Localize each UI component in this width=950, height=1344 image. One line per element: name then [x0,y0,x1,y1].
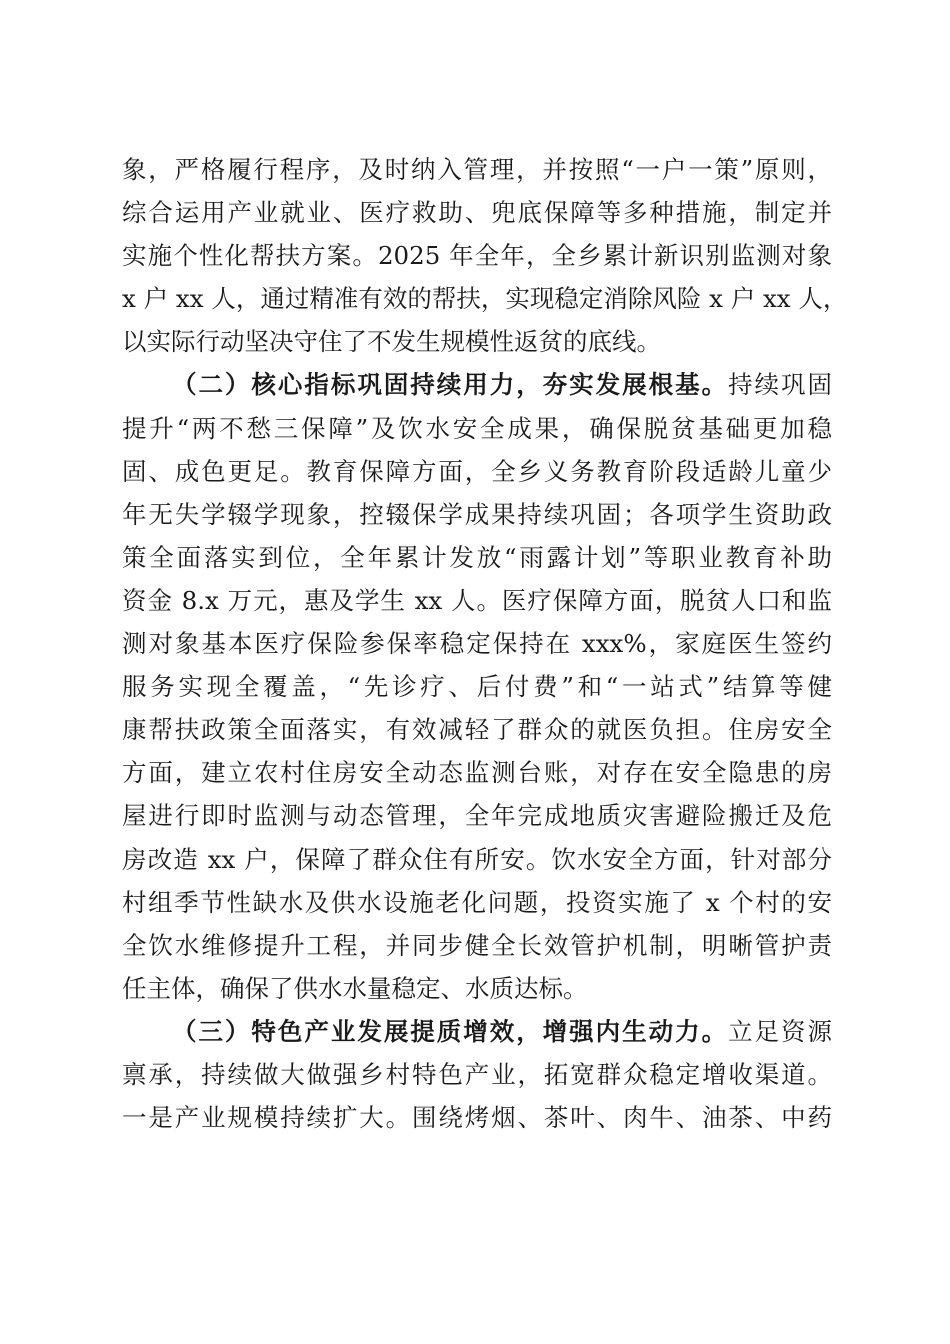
text-line: 房改造 xx 户，保障了群众住有所安。饮水安全方面，针对部分 [122,844,832,874]
text-line [122,1010,832,1053]
paragraph [122,363,832,1009]
text-line: 禀承，持续做大做强乡村特色产业，拓宽群众稳定增收渠道。 [122,1059,832,1089]
text-line: 年无失学辍学现象，控辍保学成果持续巩固；各项学生资助政 [122,499,832,529]
text-line: 任主体，确保了供水水量稳定、水质达标。 [122,973,588,1003]
section-heading: （三）特色产业发展提质增效，增强内生动力。 [172,1016,729,1046]
text-line: 提升“两不愁三保障”及饮水安全成果，确保脱贫基础更加稳 [122,413,832,443]
text-line: 资金 8.x 万元，惠及学生 xx 人。医疗保障方面，脱贫人口和监 [122,585,832,615]
text-line: 策全面落实到位，全年累计发放“雨露计划”等职业教育补助 [122,542,832,572]
text-run: 立足资源 [728,1016,832,1046]
text-line: 村组季节性缺水及供水设施老化问题，投资实施了 x 个村的安 [122,887,832,917]
text-line: 康帮扶政策全面落实，有效减轻了群众的就医负担。住房安全 [122,715,832,745]
text-line: 服务实现全覆盖，“先诊疗、后付费”和“一站式”结算等健 [122,672,832,702]
text-line: 全饮水维修提升工程，并同步健全长效管护机制，明晰管护责 [122,930,832,960]
body-text [122,148,848,1139]
text-line: 以实际行动坚决守住了不发生规模性返贫的底线。 [122,327,661,357]
text-line: 屋进行即时监测与动态管理，全年完成地质灾害避险搬迁及危 [122,801,832,831]
text-line [122,363,832,406]
paragraph [122,148,848,363]
text-line: 测对象基本医疗保险参保率稳定保持在 xxx%，家庭医生签约 [122,629,832,659]
text-run: 持续巩固 [728,370,832,400]
section-heading: （二）核心指标巩固持续用力，夯实发展根基。 [172,370,729,400]
text-line: 象，严格履行程序，及时纳入管理，并按照“一户一策”原则， [122,155,832,184]
text-line: 综合运用产业就业、医疗救助、兜底保障等多种措施，制定并 [122,198,832,228]
text-line: x 户 xx 人，通过精准有效的帮扶，实现稳定消除风险 x 户 xx 人， [122,284,848,314]
text-line: 固、成色更足。教育保障方面，全乡义务教育阶段适龄儿童少 [122,456,832,486]
text-line: 方面，建立农村住房安全动态监测台账，对存在安全隐患的房 [122,758,832,788]
text-line: 一是产业规模持续扩大。围绕烤烟、茶叶、肉牛、油茶、中药 [122,1103,832,1133]
text-line: 实施个性化帮扶方案。2025 年全年，全乡累计新识别监测对象 [122,241,832,271]
paragraph [122,1010,832,1139]
